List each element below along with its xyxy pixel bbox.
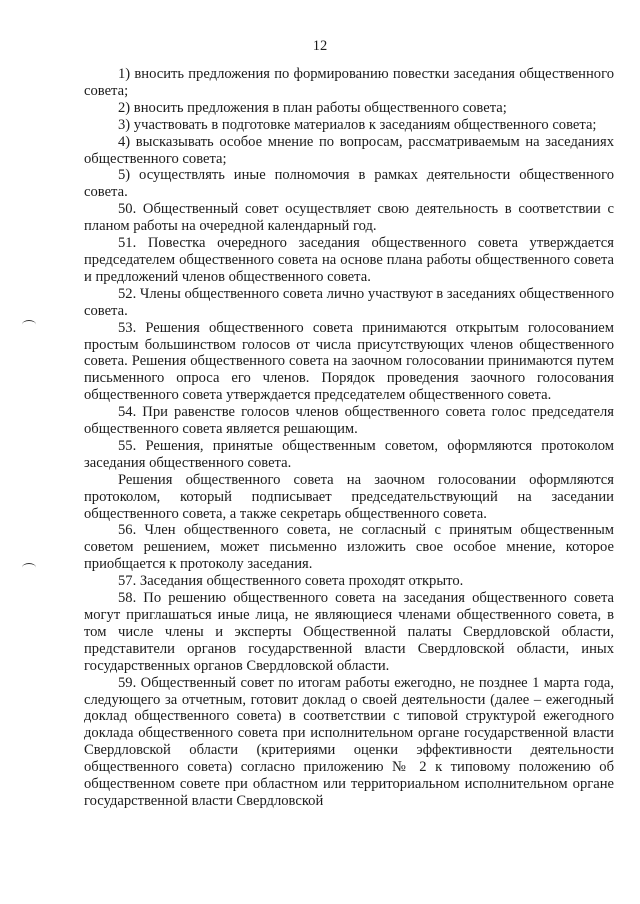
paragraph: 52. Члены общественного совета лично участвуют в заседаниях общественного совета. — [84, 285, 614, 319]
paragraph: 55. Решения, принятые общественным советом, оформляются протоколом заседания общественного совета. — [84, 437, 614, 471]
paragraph: 53. Решения общественного совета принимаются открытым голосованием простым большинством голосов от числа присутствующих членов общественного совета. Решения общественного совета на заочном голосовании принимаются путем письменного опроса его членов. Порядок проведения заочного голосования общественного совета утверждается председателем общественного совета. — [84, 319, 614, 404]
paragraph: 56. Член общественного совета, не согласный с принятым общественным советом решением, может письменно изложить свое особое мнение, которое приобщается к протоколу заседания. — [84, 522, 614, 573]
paragraph: 57. Заседания общественного совета проходят открыто. — [118, 573, 464, 590]
document-body — [84, 66, 614, 810]
paragraph: 51. Повестка очередного заседания общественного совета утверждается председателем общественного совета на основе плана работы общественного совета и предложений членов общественного совета. — [84, 235, 614, 285]
paragraph: 59. Общественный совет по итогам работы ежегодно, не позднее 1 марта года, следующего за отчетным, готовит доклад о своей деятельности (далее – ежегодный доклад общественного совета) в соответствии с типовой структурой ежегодного доклада общественного совета при исполнительном органе государственной власти Свердловской области (критериями оценки эффективности деятельности общественного совета) согласно приложению № 2 к типовому положению об общественном совете при областном или территориальном исполнительном органе государственной власти Свердловской — [84, 674, 614, 809]
punch-hole-mark — [22, 563, 36, 572]
paragraph: 54. При равенстве голосов членов общественного совета голос председателя общественного совета является решающим. — [84, 404, 614, 438]
paragraph: 50. Общественный совет осуществляет свою деятельность в соответствии с планом работы на очередной календарный год. — [84, 201, 614, 235]
paragraph: Решения общественного совета на заочном голосовании оформляются протоколом, который подписывает председательствующий на заседании общественного совета, а также секретарь общественного совета. — [84, 471, 614, 522]
page-number: 12 — [312, 38, 328, 54]
paragraph: 5) осуществлять иные полномочия в рамках деятельности общественного совета. — [84, 167, 614, 201]
paragraph: 58. По решению общественного совета на заседания общественного совета могут приглашаться иные лица, не являющиеся членами общественного совета, в том числе члены и эксперты Общественной палаты Свердловской области, представители органов государственной власти Свердловской области, иных государственных органов Свердловской области. — [84, 590, 614, 674]
paragraph: 2) вносить предложения в план работы общественного совета; — [118, 99, 507, 116]
paragraph: 1) вносить предложения по формированию повестки заседания общественного совета; — [84, 66, 614, 99]
paragraph: 3) участвовать в подготовке материалов к заседаниям общественного совета; — [118, 116, 597, 133]
paragraph: 4) высказывать особое мнение по вопросам, рассматриваемым на заседаниях общественного совета; — [84, 133, 614, 167]
punch-hole-mark — [22, 320, 36, 329]
